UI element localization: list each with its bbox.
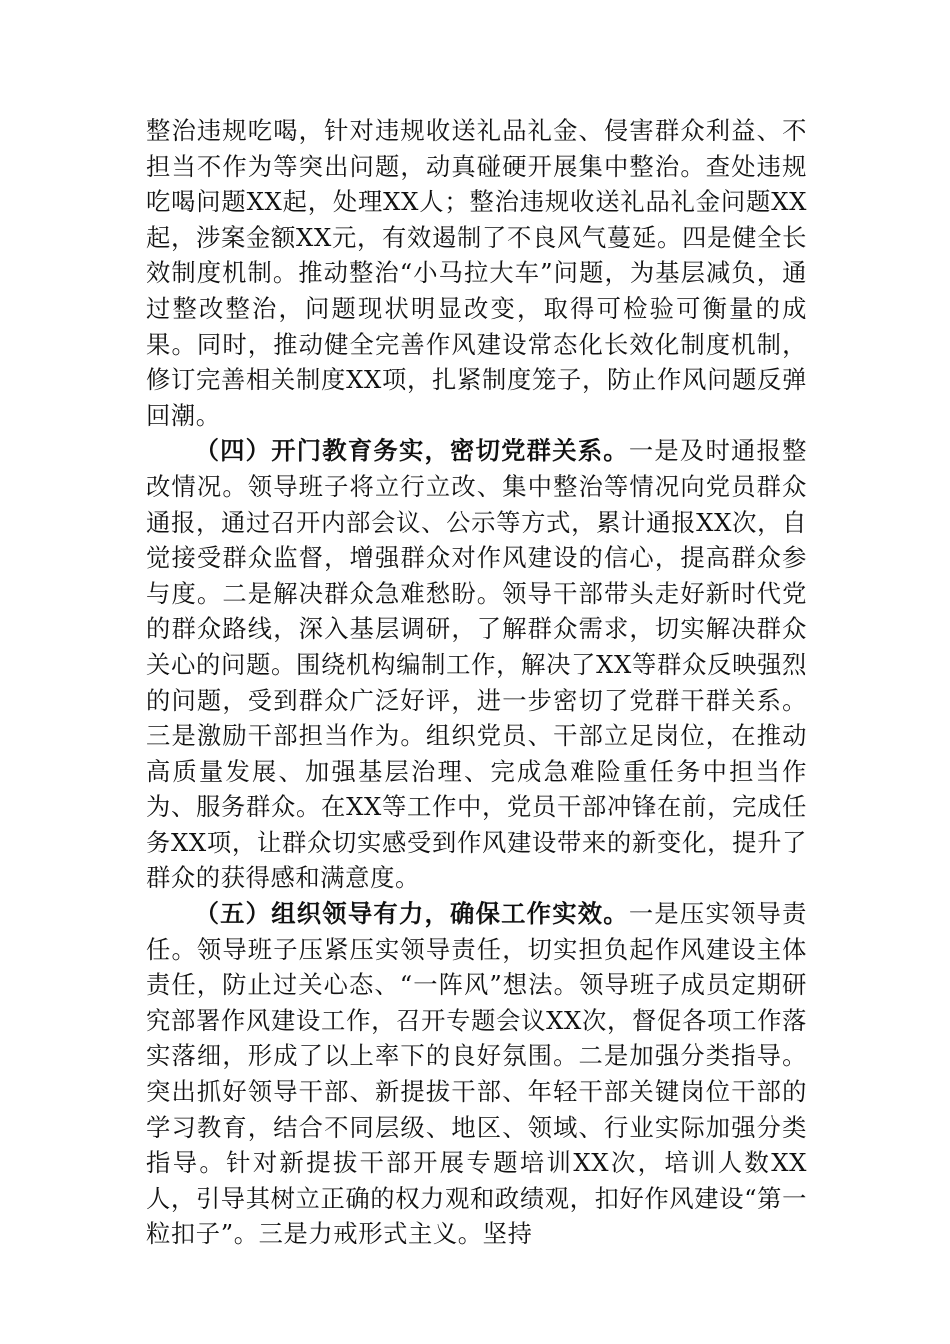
section-heading: （五）组织领导有力，确保工作实效。 (194, 899, 629, 929)
paragraph-text: 一是压实领导责任。领导班子压紧压实领导责任，切实担负起作风建设主体责任，防止过关心态、“一阵风”想法。领导班子成员定期研究部署作风建设工作，召开专题会议XX次，督促各项工作落实落细，形成了以上率下的良好氛围。二是加强分类指导。突出抓好领导干部、新提拔干部、年轻干部关键岗位干部的学习教育，结合不同层级、地区、领域、行业实际加强分类指导。针对新提拔干部开展专题培训XX次，培训人数XX人，引导其树立正确的权力观和政绩观，扣好作风建设“第一粒扣子”。三是力戒形式主义。坚持 (146, 899, 808, 1249)
paragraph-section-four (146, 433, 807, 896)
paragraph-text: 整治违规吃喝，针对违规收送礼品礼金、侵害群众利益、不担当不作为等突出问题，动真碰硬开展集中整治。查处违规吃喝问题XX起，处理XX人；整治违规收送礼品礼金问题XX起，涉案金额XX元，有效遏制了不良风气蔓延。四是健全长效制度机制。推动整治“小马拉大车”问题，为基层减负，通过整改整治，问题现状明显改变，取得可检验可衡量的成果。同时，推动健全完善作风建设常态化长效化制度机制，修订完善相关制度XX项，扎紧制度笼子，防止作风问题反弹回潮。 (146, 116, 807, 430)
paragraph-text: 一是及时通报整改情况。领导班子将立行立改、集中整治等情况向党员群众通报，通过召开内部会议、公示等方式，累计通报XX次，自觉接受群众监督，增强群众对作风建设的信心，提高群众参与度。二是解决群众急难愁盼。领导干部带头走好新时代党的群众路线，深入基层调研，了解群众需求，切实解决群众关心的问题。围绕机构编制工作，解决了XX等群众反映强烈的问题，受到群众广泛好评，进一步密切了党群干群关系。三是激励干部担当作为。组织党员、干部立足岗位，在推动高质量发展、加强基层治理、完成急难险重任务中担当作为、服务群众。在XX等工作中，党员干部冲锋在前，完成任务XX项，让群众切实感受到作风建设带来的新变化，提升了群众的获得感和满意度。 (146, 436, 808, 893)
document-page (146, 113, 807, 1252)
section-heading: （四）开门教育务实，密切党群关系。 (194, 436, 629, 466)
paragraph-continuation (146, 113, 807, 433)
paragraph-section-five (146, 896, 807, 1252)
